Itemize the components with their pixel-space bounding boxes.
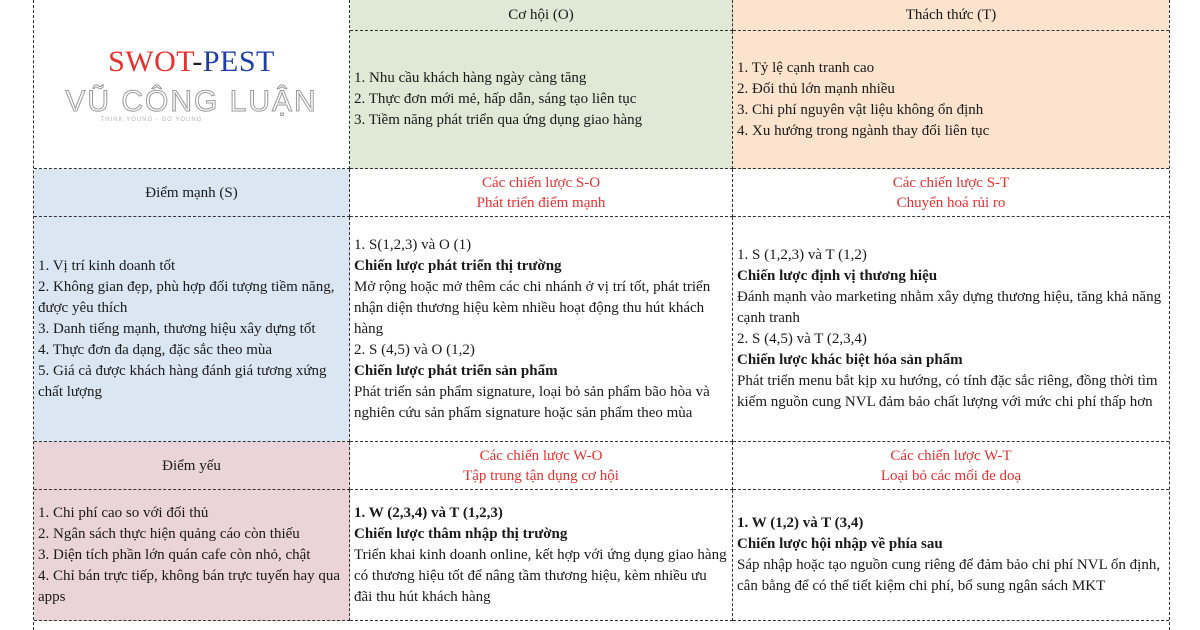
strength-item: 5. Giá cả được khách hàng đánh giá tương xứng chất lượng [38, 362, 327, 400]
strategy-heading: Chiến lược hội nhập về phía sau [737, 536, 943, 552]
watermark-tagline: THINK YOUNG - GO YOUNG [100, 117, 203, 123]
strategy-text: Phát triển menu bắt kịp xu hướng, có tính đặc sắc riêng, đồng thời tìm kiếm nguồn cung NVL đảm bảo chất lượng với mức chi phí thấp hơn [737, 373, 1158, 410]
strength-item: 1. Vị trí kinh doanh tốt [38, 257, 176, 274]
weakness-item: 3. Diện tích phần lớn quán cafe còn nhỏ, chật [38, 546, 311, 563]
logo-pest: PEST [202, 45, 275, 78]
threat-item: 2. Đối thủ lớn mạnh nhiều [737, 80, 895, 97]
strategy-text: 2. S (4,5) và T (2,3,4) [737, 331, 867, 347]
header-weaknesses: Điểm yếu [34, 442, 350, 490]
weakness-item: 4. Chỉ bán trực tiếp, không bán trực tuyến hay qua apps [38, 567, 341, 605]
strength-item: 3. Danh tiếng mạnh, thương hiệu xây dựng tốt [38, 320, 316, 337]
strategy-heading: Chiến lược khác biệt hóa sản phẩm [737, 352, 963, 368]
threat-item: 4. Xu hướng trong ngành thay đổi liên tục [737, 122, 990, 139]
st-title: Các chiến lược S-T [892, 174, 1010, 191]
header-st [733, 169, 1169, 217]
header-wt [733, 442, 1169, 490]
weakness-item: 1. Chi phí cao so với đối thủ [38, 504, 209, 521]
header-opportunities: Cơ hội (O) [350, 0, 733, 31]
opportunity-item: 1. Nhu cầu khách hàng ngày càng tăng [354, 70, 587, 86]
strategy-heading: 1. W (1,2) và T (3,4) [737, 515, 864, 531]
logo-cell [34, 0, 350, 169]
watermark-logo: VŨ CÔNG LUẬN [65, 85, 318, 118]
weaknesses-list [34, 490, 350, 621]
so-title: Các chiến lược S-O [481, 174, 601, 191]
wo-subtitle: Tập trung tận dụng cơ hội [463, 467, 619, 484]
strategy-text: 1. S(1,2,3) và O (1) [354, 236, 472, 253]
header-so [350, 169, 733, 217]
strategy-text: Sáp nhập hoặc tạo nguồn cung riêng để đảm bảo chi phí NVL ổn định, cân bằng để có thể tiết kiệm chi phí, bổ sung ngân sách MKT [737, 557, 1161, 594]
header-wo [350, 442, 733, 490]
st-subtitle: Chuyển hoá rủi ro [896, 194, 1006, 211]
wo-strategies [350, 490, 733, 621]
strategy-heading: 1. W (2,3,4) và T (1,2,3) [354, 504, 503, 521]
swot-table [33, 0, 1170, 630]
st-strategies [733, 217, 1169, 442]
strength-item: 4. Thực đơn đa dạng, đặc sắc theo mùa [38, 341, 273, 358]
so-subtitle: Phát triển điểm mạnh [476, 194, 606, 211]
header-threats: Thách thức (T) [733, 0, 1169, 31]
strategy-text: Mở rộng hoặc mở thêm các chi nhánh ở vị trí tốt, phát triển nhận diện thương hiệu kèm nhiều hoạt động thu hút khách hàng [354, 278, 711, 337]
strengths-list [34, 217, 350, 442]
opportunity-item: 3. Tiềm năng phát triển qua ứng dụng giao hàng [354, 112, 643, 128]
strategy-text: Phát triển sản phẩm signature, loại bỏ sản phẩm bão hòa và nghiên cứu sản phẩm signature hoặc sản phẩm theo mùa [354, 383, 710, 421]
wt-title: Các chiến lược W-T [890, 447, 1012, 464]
wt-strategies [733, 490, 1169, 621]
opportunity-item: 2. Thực đơn mới mẻ, hấp dẫn, sáng tạo liên tục [354, 91, 637, 107]
so-strategies [350, 217, 733, 442]
strategy-text: 1. S (1,2,3) và T (1,2) [737, 247, 867, 263]
wt-subtitle: Loại bỏ các mối đe doạ [880, 467, 1022, 484]
logo-title [108, 45, 275, 79]
header-strengths: Điểm mạnh (S) [34, 169, 350, 217]
strength-item: 2. Không gian đẹp, phù hợp đối tượng tiềm năng, được yêu thích [38, 278, 335, 316]
strategy-heading: Chiến lược thâm nhập thị trường [354, 525, 568, 542]
threat-item: 3. Chi phí nguyên vật liệu không ổn định [737, 101, 984, 118]
logo-dash: - [192, 45, 203, 78]
logo-swot: SWOT [108, 45, 193, 78]
strategy-heading: Chiến lược phát triển thị trường [354, 257, 562, 274]
opportunities-list [350, 31, 733, 169]
strategy-heading: Chiến lược phát triển sản phẩm [354, 362, 558, 379]
strategy-text: Triển khai kinh doanh online, kết hợp với ứng dụng giao hàng có thương hiệu tốt để nâng tầm thương hiệu, kèm nhiều ưu đãi thu hút khách hàng [354, 546, 727, 605]
strategy-text: Đánh mạnh vào marketing nhằm xây dựng thương hiệu, tăng khả năng cạnh tranh [737, 289, 1162, 326]
threat-item: 1. Tỷ lệ cạnh tranh cao [737, 59, 875, 76]
threats-list [733, 31, 1169, 169]
strategy-text: 2. S (4,5) và O (1,2) [354, 341, 475, 358]
weakness-item: 2. Ngân sách thực hiện quảng cáo còn thiếu [38, 525, 300, 542]
wo-title: Các chiến lược W-O [479, 447, 603, 464]
strategy-heading: Chiến lược định vị thương hiệu [737, 268, 938, 284]
